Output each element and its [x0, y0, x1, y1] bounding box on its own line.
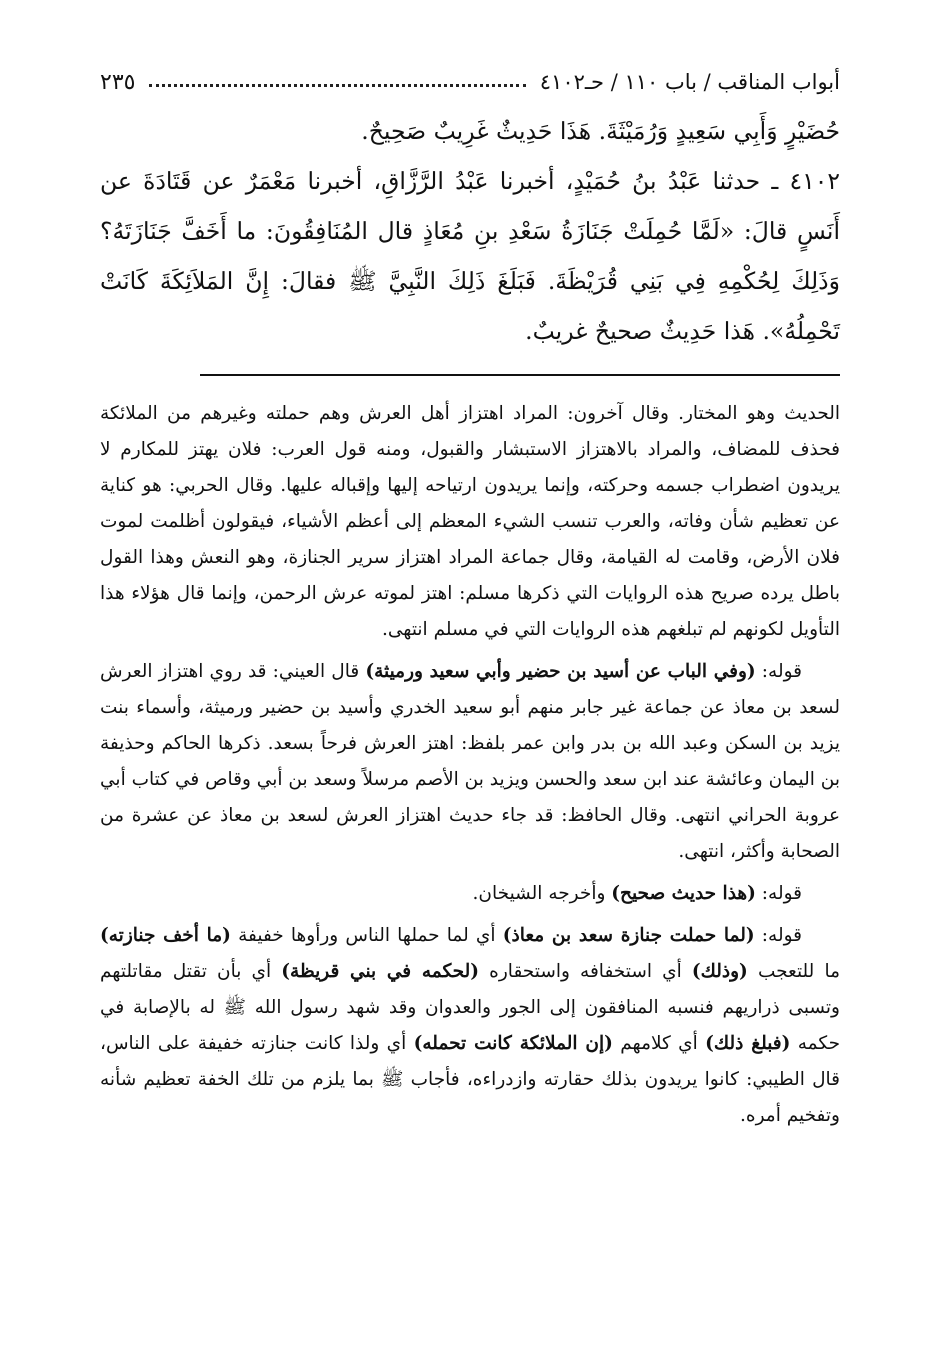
commentary-paragraph-2	[100, 654, 840, 870]
qawluhu-label: قوله:	[755, 883, 802, 904]
commentary-paragraph-3	[100, 876, 840, 912]
footnote-divider	[200, 374, 840, 376]
quoted-phrase: (إن الملائكة كانت تحمله)	[413, 1033, 613, 1054]
quoted-phrase: (لما حملت جنازة سعد بن معاذ)	[502, 925, 755, 946]
explanation-text: أي بأن تقتل مقاتلتهم وتسبى ذراريهم فنسبه المنافقون إلى الجور والعدوان وقد شهد رسول الله ﷺ له بالإصابة في حكمه	[100, 961, 841, 1054]
quoted-phrase: (وفي الباب عن أسيد بن حضير وأبي سعيد ورميثة)	[365, 661, 756, 682]
chapter-title: أبواب المناقب / باب ١١٠ / حـ٤١٠٢	[539, 70, 840, 94]
explanation-text: أي لما حملها الناس ورأوها خفيفة	[230, 925, 503, 946]
hadith-body: ـ حدثنا عَبْدُ بنُ حُمَيْدٍ، أخبرنا عَبْدُ الرَّزَّاقِ، أخبرنا مَعْمَرٌ عن قَتَادَةَ عن أَنَسٍ قالَ: «لَمَّا حُمِلَتْ جَنَازَةُ سَعْدِ بنِ مُعَاذٍ قال المُنَافِقُونَ: ما أَخَفَّ جَنَازَتَهُ؟ وَذَلِكَ لِحُكْمِهِ فِي بَنِي قُرَيْظَةَ. فَبَلَغَ ذَلِكَ النَّبِيَّ ﷺ فقالَ: إِنَّ المَلاَئِكَةَ كَانَتْ تَحْمِلُهُ». هَذا حَدِيثٌ صحيحٌ غريبٌ.	[100, 167, 840, 345]
explanation-text: وأخرجه الشيخان.	[472, 883, 612, 904]
commentary-paragraph-4	[100, 918, 840, 1134]
explanation-text: ما للتعجب	[747, 961, 841, 982]
hadith-continuation: حُضَيْرٍ وَأَبِي سَعِيدٍ وَرُمَيْثَةَ. هَذَا حَدِيثٌ غَرِيبٌ صَحِيحٌ.	[361, 117, 840, 145]
commentary-paragraph-1: الحديث وهو المختار. وقال آخرون: المراد اهتزاز أهل العرش وهم حملته وغيرهم من الملائكة فحذف للمضاف، والمراد بالاهتزاز الاستبشار والقبول، ومنه قول العرب: فلان يهتز للمكارم لا يريدون اضطراب جسمه وحركته، وإنما يريدون ارتياحه إليها وإقباله عليها. وقال الحربي: هو كناية عن تعظيم شأن وفاته، والعرب تنسب الشيء المعظم إلى أعظم الأشياء، فيقولون أظلمت لموت فلان الأرض، وقامت له القيامة، وقال جماعة المراد اهتزاز سرير الجنازة، وهو النعش وهذا القول باطل يرده صريح هذه الروايات التي ذكرها مسلم: اهتز لموته عرش الرحمن، وإنما قال هؤلاء هذا التأويل لكونهم لم تبلغهم هذه الروايات التي في مسلم انتهى.	[100, 403, 840, 640]
quoted-phrase: (ما أخف جنازته)	[100, 925, 231, 946]
quoted-phrase: (فبلغ ذلك)	[705, 1033, 791, 1054]
header-dot-leader	[149, 84, 525, 87]
commentary	[100, 396, 840, 1134]
qawluhu-label: قوله:	[755, 661, 802, 682]
explanation-text: أي استخفافه واستحقاره	[479, 961, 692, 982]
hadith-text	[100, 106, 840, 356]
book-page	[100, 62, 840, 1322]
quoted-phrase: (لحكمه في بني قريظة)	[281, 961, 480, 982]
hadith-entry	[100, 156, 840, 356]
explanation-text: أي كلامهم	[612, 1033, 706, 1054]
explanation-text: أي ولذا كانت جنازته خفيفة على الناس، قال الطيبي: كانوا يريدون بذلك حقارته وازدراءه، فأجاب ﷺ بما يلزم من تلك الخفة تعظيم شأنه وتفخيم أمره.	[100, 1033, 840, 1126]
qawluhu-label: قوله:	[754, 925, 802, 946]
page-number: ٢٣٥	[100, 69, 136, 95]
running-header	[100, 62, 840, 102]
hadith-number: ٤١٠٢	[789, 167, 840, 195]
quoted-phrase: (وذلك)	[691, 961, 748, 982]
explanation-text: قال العيني: قد روي اهتزاز العرش لسعد بن معاذ عن جماعة غير جابر منهم أبو سعيد الخدري وأسيد بن حضير ورميثة، وأسماء بنت يزيد بن السكن وعبد الله بن بدر وابن عمر بلفظ: اهتز العرش فرحاً بسعد. ذكرها الحاكم وحذيفة بن اليمان وعائشة عند ابن سعد والحسن ويزيد بن الأصم مرسلاً وسعد بن أبي وقاص في كتاب أبي عروبة الحراني انتهى. وقال الحافظ: قد جاء حديث اهتزاز العرش لسعد بن معاذ عن عشرة من الصحابة وأكثر، انتهى.	[100, 661, 840, 862]
quoted-phrase: (هذا حديث صحيح)	[611, 883, 756, 904]
